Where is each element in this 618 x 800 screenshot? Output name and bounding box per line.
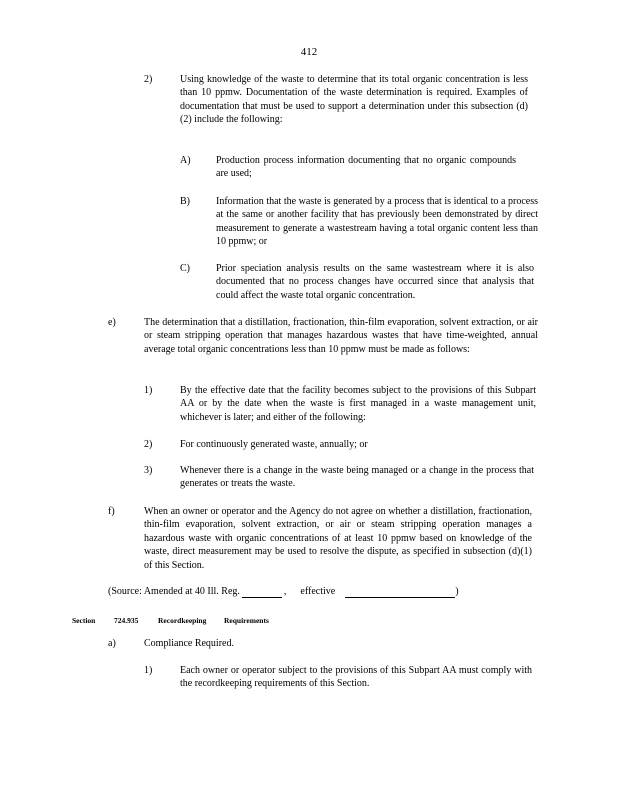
item-2-text: Using knowledge of the waste to determine that its total organic concentration is less than 10 ppmw. Documentation of the waste determination is required. Examples of documentation that must be used to support a determination under this subsection (d)(2) include the following: <box>180 74 528 126</box>
source-close: ) <box>455 586 459 597</box>
item-e-label: e) <box>108 317 116 328</box>
item-a-label: A) <box>180 155 191 166</box>
item-sa1-text: Each owner or operator subject to the provisions of this Subpart AA must comply with the recordkeeping requirements of this Section. <box>180 665 532 690</box>
item-c-label: C) <box>180 263 190 274</box>
section-title-1: Recordkeeping <box>158 616 207 625</box>
item-b-label: B) <box>180 196 190 207</box>
item-sa-label: a) <box>108 638 116 649</box>
section-title-2: Requirements <box>224 616 269 625</box>
source-date-blank <box>242 587 282 598</box>
source-effective-blank <box>345 587 455 598</box>
item-e1-label: 1) <box>144 385 153 396</box>
item-e-text: The determination that a distillation, fractionation, thin-film evaporation, solvent extraction, or air or steam stripping operation that manages hazardous wastes that have time-weighted, annual average total organic concentrations less than 10 ppmw must be made as follows: <box>144 317 538 355</box>
source-note <box>108 585 459 598</box>
item-e3-label: 3) <box>144 465 153 476</box>
item-a-text: Production process information documenting that no organic compounds are used; <box>216 155 516 180</box>
source-effective: effective <box>300 586 336 597</box>
item-f-text: When an owner or operator and the Agency do not agree on whether a distillation, fractionation, thin-film evaporation, solvent extraction, or air or steam stripping operation manages a hazardous waste with organic concentrations of at least 10 ppmw based on knowledge of the waste, direct measurement may be used to resolve the dispute, as specified in subsection (d)(1) of this Section. <box>144 506 532 571</box>
item-sa1-label: 1) <box>144 665 153 676</box>
item-e2-text: For continuously generated waste, annually; or <box>180 439 368 450</box>
item-e3-text: Whenever there is a change in the waste being managed or a change in the process that generates or treats the waste. <box>180 465 534 490</box>
item-e2-label: 2) <box>144 439 153 450</box>
item-f-label: f) <box>108 506 115 517</box>
source-note-text: (Source: Amended at 40 Ill. Reg. <box>108 586 240 597</box>
page-number: 412 <box>300 46 318 58</box>
section-label: Section <box>72 616 96 625</box>
item-e1-text: By the effective date that the facility becomes subject to the provisions of this Subpart AA or by the date when the waste is first managed in a waste management unit, whichever is later; and either of the following: <box>180 385 536 423</box>
item-b-text: Information that the waste is generated by a process that is identical to a process at the same or another facility that has previously been demonstrated by direct measurement to generate a wastestream having a total organic content less than 10 ppmw; or <box>216 196 538 248</box>
source-comma: , <box>283 586 287 597</box>
item-sa-text: Compliance Required. <box>144 638 234 649</box>
section-number: 724.935 <box>114 616 139 625</box>
item-2-label: 2) <box>144 74 153 85</box>
item-c-text: Prior speciation analysis results on the same wastestream where it is also documented that no process changes have occurred since that analysis that could affect the waste total organic concentration. <box>216 263 534 301</box>
